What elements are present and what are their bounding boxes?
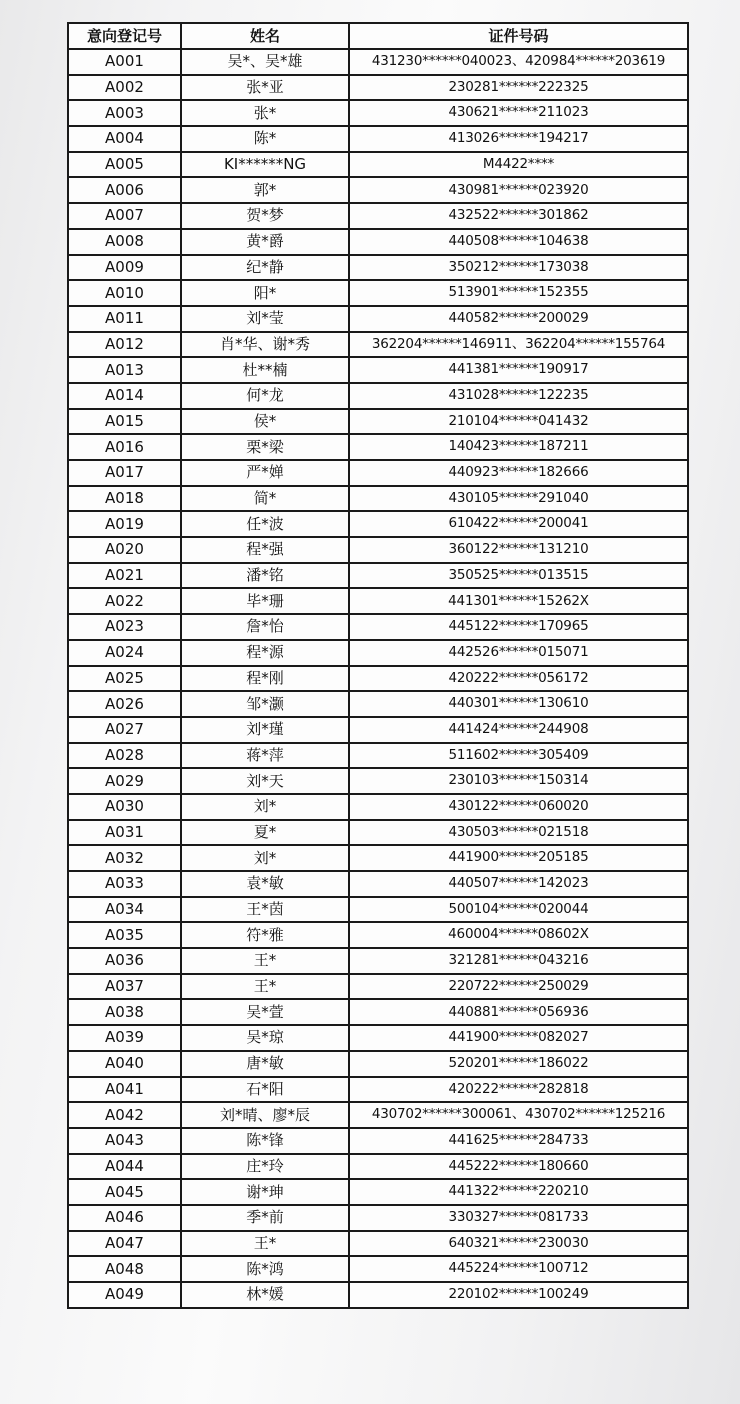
id-number-cell: 442526******015071 <box>349 640 688 666</box>
registration-number-cell: A032 <box>68 845 181 871</box>
id-number-cell: 440582******200029 <box>349 306 688 332</box>
registration-number-cell: A036 <box>68 948 181 974</box>
id-number-cell: 230103******150314 <box>349 768 688 794</box>
name-cell: 庄*玲 <box>181 1154 349 1180</box>
registration-number-cell: A013 <box>68 357 181 383</box>
id-number-cell: 413026******194217 <box>349 126 688 152</box>
registration-number-cell: A025 <box>68 666 181 692</box>
registration-number-cell: A012 <box>68 332 181 358</box>
table-row <box>68 460 688 486</box>
registration-number-cell: A008 <box>68 229 181 255</box>
id-number-cell: 430105******291040 <box>349 486 688 512</box>
table-row <box>68 820 688 846</box>
name-cell: 杜**楠 <box>181 357 349 383</box>
id-number-cell: 445122******170965 <box>349 614 688 640</box>
name-cell: 毕*珊 <box>181 588 349 614</box>
name-cell: 侯* <box>181 409 349 435</box>
column-header-name: 姓名 <box>181 23 349 49</box>
name-cell: 吴*琼 <box>181 1025 349 1051</box>
id-number-cell: 432522******301862 <box>349 203 688 229</box>
registration-number-cell: A041 <box>68 1077 181 1103</box>
id-number-cell: 441900******205185 <box>349 845 688 871</box>
table-row <box>68 409 688 435</box>
table-row <box>68 49 688 75</box>
name-cell: 张*亚 <box>181 75 349 101</box>
table-row <box>68 614 688 640</box>
id-number-cell: 441301******15262X <box>349 588 688 614</box>
registration-number-cell: A047 <box>68 1231 181 1257</box>
table-header-row <box>68 23 688 49</box>
table-row <box>68 897 688 923</box>
registration-number-cell: A022 <box>68 588 181 614</box>
table-row <box>68 1282 688 1308</box>
column-header-registration-number: 意向登记号 <box>68 23 181 49</box>
id-number-cell: 640321******230030 <box>349 1231 688 1257</box>
registration-number-cell: A039 <box>68 1025 181 1051</box>
table-row <box>68 1205 688 1231</box>
id-number-cell: 420222******282818 <box>349 1077 688 1103</box>
id-number-cell: 350212******173038 <box>349 255 688 281</box>
table-row <box>68 948 688 974</box>
id-number-cell: 321281******043216 <box>349 948 688 974</box>
name-cell: 唐*敏 <box>181 1051 349 1077</box>
name-cell: 任*波 <box>181 511 349 537</box>
name-cell: 吴*、吴*雄 <box>181 49 349 75</box>
name-cell: 陈*鸿 <box>181 1256 349 1282</box>
table-row <box>68 563 688 589</box>
table-row <box>68 306 688 332</box>
registration-number-cell: A027 <box>68 717 181 743</box>
registration-number-cell: A017 <box>68 460 181 486</box>
id-number-cell: 431230******040023、420984******203619 <box>349 49 688 75</box>
id-number-cell: 610422******200041 <box>349 511 688 537</box>
name-cell: 石*阳 <box>181 1077 349 1103</box>
id-number-cell: 430702******300061、430702******125216 <box>349 1102 688 1128</box>
registration-number-cell: A033 <box>68 871 181 897</box>
name-cell: 谢*珅 <box>181 1179 349 1205</box>
id-number-cell: 360122******131210 <box>349 537 688 563</box>
table-row <box>68 383 688 409</box>
id-number-cell: 440923******182666 <box>349 460 688 486</box>
id-number-cell: 513901******152355 <box>349 280 688 306</box>
column-header-id-number: 证件号码 <box>349 23 688 49</box>
name-cell: KI******NG <box>181 152 349 178</box>
registration-number-cell: A046 <box>68 1205 181 1231</box>
registration-number-cell: A030 <box>68 794 181 820</box>
table-row <box>68 974 688 1000</box>
name-cell: 王* <box>181 974 349 1000</box>
table-row <box>68 588 688 614</box>
id-number-cell: 140423******187211 <box>349 434 688 460</box>
name-cell: 程*刚 <box>181 666 349 692</box>
table-row <box>68 1179 688 1205</box>
table-row <box>68 255 688 281</box>
id-number-cell: 220102******100249 <box>349 1282 688 1308</box>
id-number-cell: 430122******060020 <box>349 794 688 820</box>
registration-number-cell: A038 <box>68 999 181 1025</box>
id-number-cell: 430503******021518 <box>349 820 688 846</box>
id-number-cell: 441424******244908 <box>349 717 688 743</box>
table-row <box>68 1128 688 1154</box>
table-row <box>68 1025 688 1051</box>
name-cell: 栗*梁 <box>181 434 349 460</box>
name-cell: 吴*萱 <box>181 999 349 1025</box>
table-row <box>68 357 688 383</box>
name-cell: 袁*敏 <box>181 871 349 897</box>
table-row <box>68 100 688 126</box>
table-row <box>68 1102 688 1128</box>
name-cell: 夏* <box>181 820 349 846</box>
table-row <box>68 794 688 820</box>
registration-number-cell: A002 <box>68 75 181 101</box>
name-cell: 刘*晴、廖*辰 <box>181 1102 349 1128</box>
id-number-cell: 441900******082027 <box>349 1025 688 1051</box>
table-row <box>68 1051 688 1077</box>
name-cell: 程*源 <box>181 640 349 666</box>
registration-number-cell: A015 <box>68 409 181 435</box>
registration-number-cell: A026 <box>68 691 181 717</box>
table-row <box>68 486 688 512</box>
id-number-cell: M4422**** <box>349 152 688 178</box>
name-cell: 简* <box>181 486 349 512</box>
registration-number-cell: A024 <box>68 640 181 666</box>
id-number-cell: 420222******056172 <box>349 666 688 692</box>
registration-number-cell: A044 <box>68 1154 181 1180</box>
id-number-cell: 440881******056936 <box>349 999 688 1025</box>
table-row <box>68 229 688 255</box>
name-cell: 何*龙 <box>181 383 349 409</box>
registration-number-cell: A049 <box>68 1282 181 1308</box>
table-row <box>68 537 688 563</box>
name-cell: 黄*爵 <box>181 229 349 255</box>
registration-number-cell: A019 <box>68 511 181 537</box>
id-number-cell: 440508******104638 <box>349 229 688 255</box>
name-cell: 郭* <box>181 177 349 203</box>
table-row <box>68 999 688 1025</box>
registration-number-cell: A031 <box>68 820 181 846</box>
id-number-cell: 445222******180660 <box>349 1154 688 1180</box>
name-cell: 肖*华、谢*秀 <box>181 332 349 358</box>
id-number-cell: 350525******013515 <box>349 563 688 589</box>
name-cell: 陈* <box>181 126 349 152</box>
name-cell: 纪*静 <box>181 255 349 281</box>
table-row <box>68 126 688 152</box>
table-row <box>68 203 688 229</box>
id-number-cell: 441625******284733 <box>349 1128 688 1154</box>
id-number-cell: 460004******08602X <box>349 922 688 948</box>
id-number-cell: 220722******250029 <box>349 974 688 1000</box>
name-cell: 贺*梦 <box>181 203 349 229</box>
table-row <box>68 768 688 794</box>
registration-number-cell: A042 <box>68 1102 181 1128</box>
registration-number-cell: A045 <box>68 1179 181 1205</box>
id-number-cell: 500104******020044 <box>349 897 688 923</box>
registration-number-cell: A035 <box>68 922 181 948</box>
registration-number-cell: A005 <box>68 152 181 178</box>
name-cell: 张* <box>181 100 349 126</box>
table-row <box>68 75 688 101</box>
table-row <box>68 332 688 358</box>
registration-number-cell: A009 <box>68 255 181 281</box>
table-row <box>68 1256 688 1282</box>
table-row <box>68 152 688 178</box>
registration-number-cell: A029 <box>68 768 181 794</box>
id-number-cell: 431028******122235 <box>349 383 688 409</box>
name-cell: 刘*瑾 <box>181 717 349 743</box>
registration-table <box>67 22 689 1309</box>
name-cell: 潘*铭 <box>181 563 349 589</box>
name-cell: 林*媛 <box>181 1282 349 1308</box>
name-cell: 王* <box>181 948 349 974</box>
table-row <box>68 1231 688 1257</box>
registration-sheet <box>67 22 687 1309</box>
table-row <box>68 666 688 692</box>
name-cell: 阳* <box>181 280 349 306</box>
id-number-cell: 520201******186022 <box>349 1051 688 1077</box>
id-number-cell: 511602******305409 <box>349 743 688 769</box>
table-body <box>68 49 688 1308</box>
id-number-cell: 441322******220210 <box>349 1179 688 1205</box>
id-number-cell: 440301******130610 <box>349 691 688 717</box>
table-row <box>68 434 688 460</box>
registration-number-cell: A001 <box>68 49 181 75</box>
table-row <box>68 922 688 948</box>
id-number-cell: 362204******146911、362204******155764 <box>349 332 688 358</box>
id-number-cell: 210104******041432 <box>349 409 688 435</box>
table-row <box>68 1154 688 1180</box>
table-row <box>68 511 688 537</box>
registration-number-cell: A016 <box>68 434 181 460</box>
id-number-cell: 430621******211023 <box>349 100 688 126</box>
registration-number-cell: A020 <box>68 537 181 563</box>
table-row <box>68 717 688 743</box>
table-row <box>68 871 688 897</box>
table-row <box>68 691 688 717</box>
id-number-cell: 230281******222325 <box>349 75 688 101</box>
registration-number-cell: A004 <box>68 126 181 152</box>
registration-number-cell: A034 <box>68 897 181 923</box>
id-number-cell: 330327******081733 <box>349 1205 688 1231</box>
table-row <box>68 743 688 769</box>
registration-number-cell: A007 <box>68 203 181 229</box>
registration-number-cell: A040 <box>68 1051 181 1077</box>
id-number-cell: 441381******190917 <box>349 357 688 383</box>
name-cell: 严*婵 <box>181 460 349 486</box>
id-number-cell: 445224******100712 <box>349 1256 688 1282</box>
name-cell: 王* <box>181 1231 349 1257</box>
registration-number-cell: A048 <box>68 1256 181 1282</box>
table-row <box>68 280 688 306</box>
name-cell: 刘*天 <box>181 768 349 794</box>
name-cell: 程*强 <box>181 537 349 563</box>
table-row <box>68 1077 688 1103</box>
name-cell: 符*雅 <box>181 922 349 948</box>
registration-number-cell: A023 <box>68 614 181 640</box>
registration-number-cell: A018 <box>68 486 181 512</box>
id-number-cell: 430981******023920 <box>349 177 688 203</box>
name-cell: 邹*灏 <box>181 691 349 717</box>
registration-number-cell: A021 <box>68 563 181 589</box>
registration-number-cell: A028 <box>68 743 181 769</box>
name-cell: 王*茵 <box>181 897 349 923</box>
name-cell: 刘* <box>181 845 349 871</box>
name-cell: 詹*怡 <box>181 614 349 640</box>
name-cell: 季*前 <box>181 1205 349 1231</box>
name-cell: 蒋*萍 <box>181 743 349 769</box>
name-cell: 陈*锋 <box>181 1128 349 1154</box>
registration-number-cell: A006 <box>68 177 181 203</box>
table-row <box>68 640 688 666</box>
registration-number-cell: A003 <box>68 100 181 126</box>
registration-number-cell: A011 <box>68 306 181 332</box>
id-number-cell: 440507******142023 <box>349 871 688 897</box>
registration-number-cell: A037 <box>68 974 181 1000</box>
registration-number-cell: A010 <box>68 280 181 306</box>
name-cell: 刘* <box>181 794 349 820</box>
registration-number-cell: A014 <box>68 383 181 409</box>
table-row <box>68 845 688 871</box>
table-row <box>68 177 688 203</box>
name-cell: 刘*莹 <box>181 306 349 332</box>
registration-number-cell: A043 <box>68 1128 181 1154</box>
